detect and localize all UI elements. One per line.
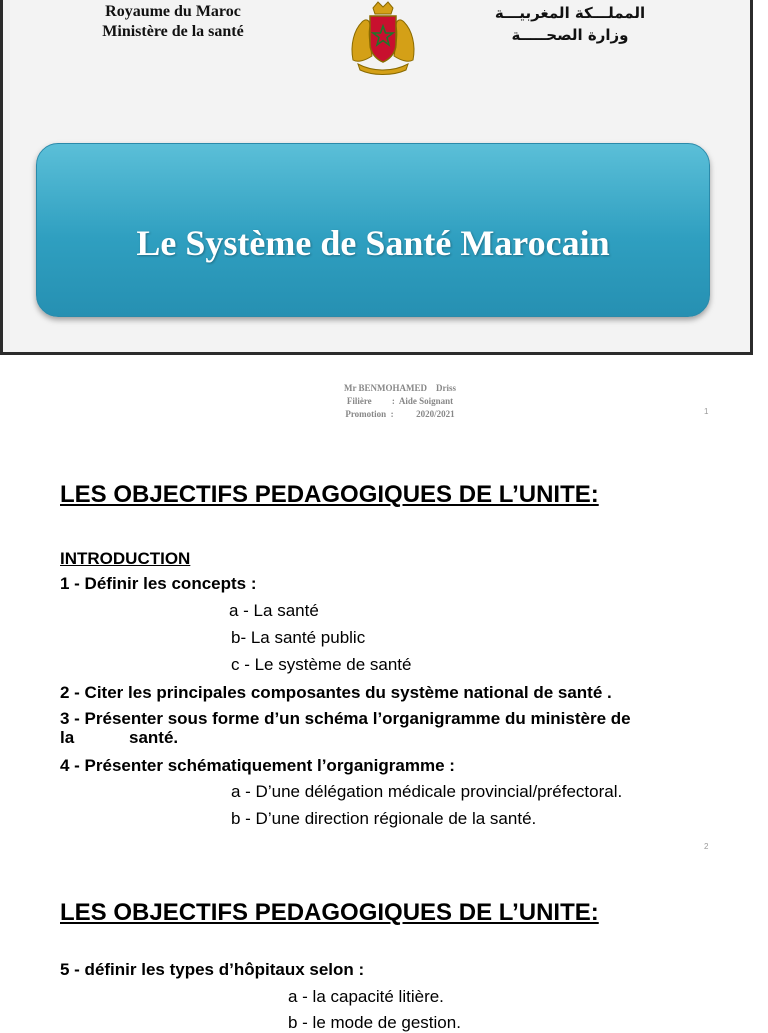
- objective-4a: a - D’une délégation médicale provincial/préfectoral.: [231, 782, 623, 801]
- presentation-title: Le Système de Santé Marocain: [136, 223, 610, 263]
- header-arabic-line-1: المملـــكة المغربيـــة: [494, 4, 646, 22]
- objective-3-line-2b: santé.: [129, 728, 179, 747]
- page-number-1: 1: [704, 407, 709, 416]
- slide-footer: [290, 382, 510, 421]
- header-arabic: [470, 2, 670, 46]
- objectives-heading-continued: LES OBJECTIFS PEDAGOGIQUES DE L’UNITE:: [60, 899, 599, 926]
- objective-1: 1 - Définir les concepts :: [60, 574, 257, 593]
- title-banner: [36, 143, 710, 317]
- header-arabic-line-2: وزارة الصحـــــة: [511, 26, 629, 44]
- objectives-heading: LES OBJECTIFS PEDAGOGIQUES DE L’UNITE:: [60, 481, 599, 508]
- header-french-line-1: Royaume du Maroc: [105, 3, 241, 20]
- objective-3-line-1: 3 - Présenter sous forme d’un schéma l’organigramme du ministère de: [60, 709, 631, 728]
- objective-1a: a - La santé: [229, 601, 319, 620]
- objective-5b: b - le mode de gestion.: [288, 1013, 461, 1032]
- footer-filiere: Filière : Aide Soignant: [346, 396, 454, 406]
- objective-1c: c - Le système de santé: [231, 655, 412, 674]
- footer-promotion: Promotion : 2020/2021: [345, 409, 455, 419]
- coat-of-arms-icon: [348, 0, 418, 75]
- header-french-line-2: Ministère de la santé: [102, 23, 244, 40]
- objective-4: 4 - Présenter schématiquement l’organigramme :: [60, 756, 455, 775]
- objective-5a: a - la capacité litière.: [288, 987, 444, 1006]
- title-slide: [0, 0, 753, 355]
- objective-3-line-2a: la: [60, 728, 75, 747]
- objective-1b: b- La santé public: [231, 628, 366, 647]
- objective-4b: b - D’une direction régionale de la santé.: [231, 809, 537, 828]
- objective-2: 2 - Citer les principales composantes du système national de santé .: [60, 683, 612, 702]
- objective-5: 5 - définir les types d’hôpitaux selon :: [60, 960, 365, 979]
- header-french: [73, 2, 273, 42]
- footer-author: Mr BENMOHAMED Driss: [343, 383, 457, 393]
- page-number-2: 2: [704, 842, 709, 851]
- intro-label: INTRODUCTION: [60, 549, 191, 568]
